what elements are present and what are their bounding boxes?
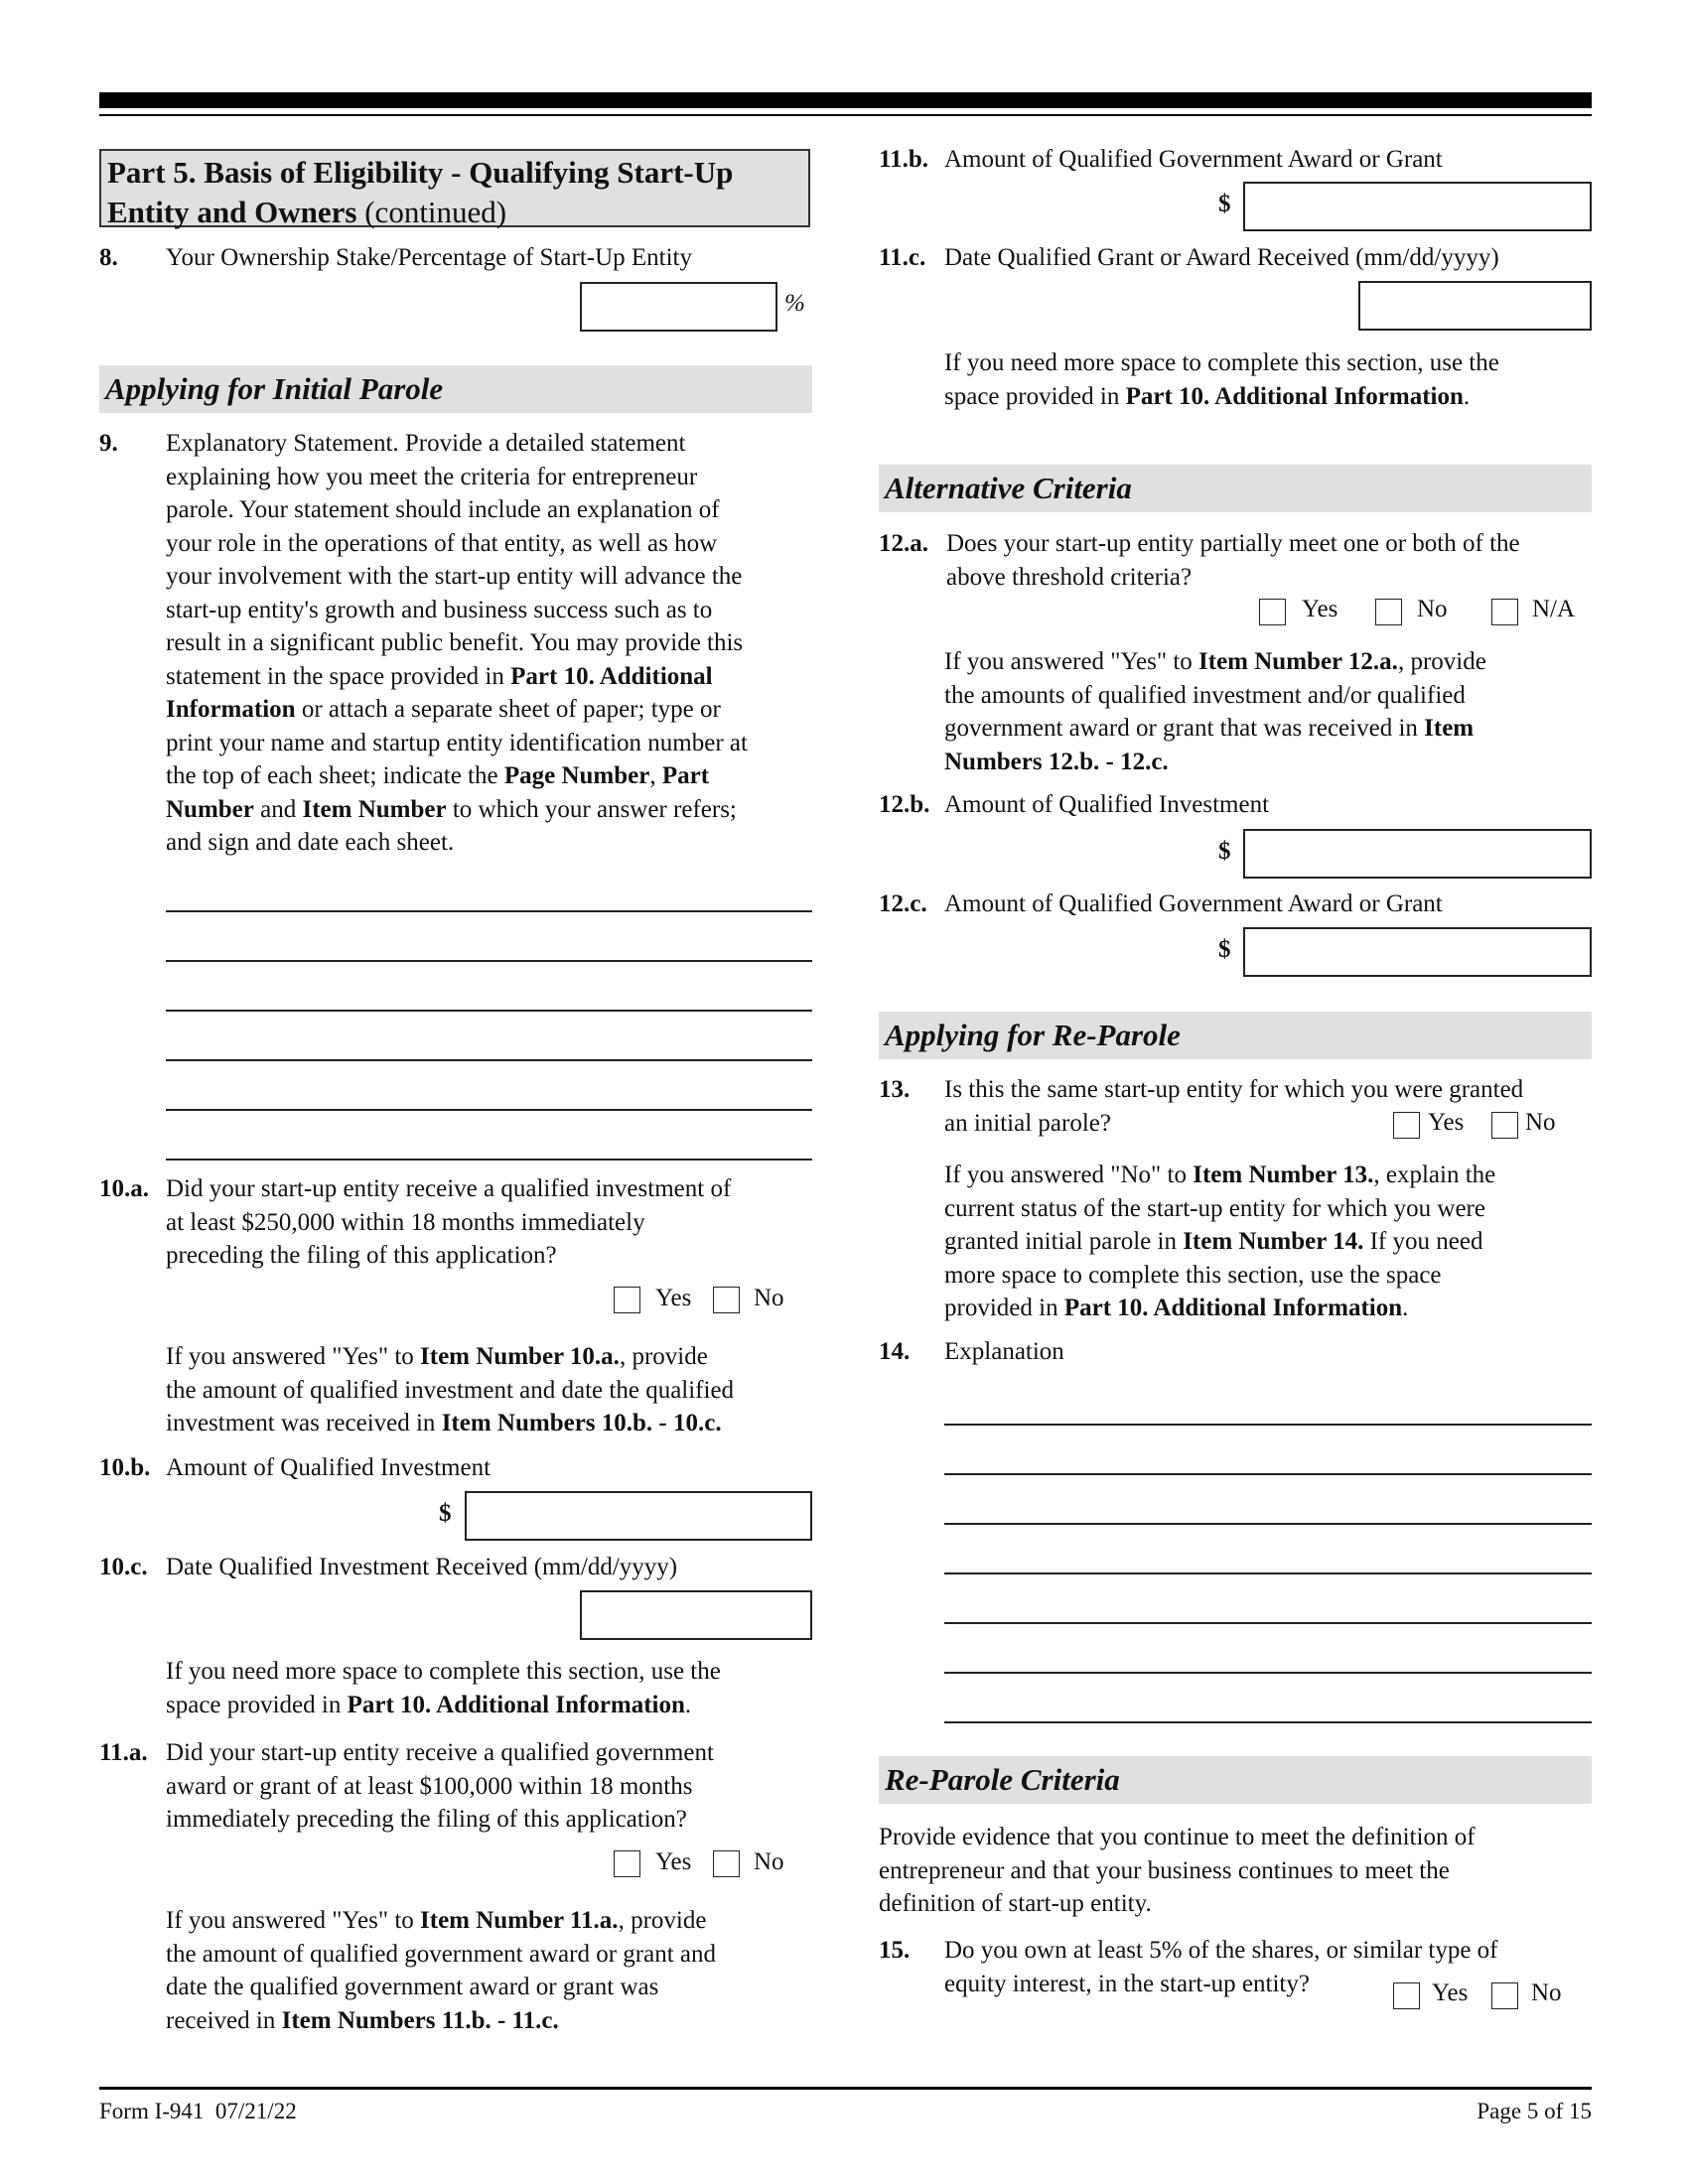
item-10b-label: Amount of Qualified Investment <box>166 1454 492 1481</box>
item-11a-question <box>166 1736 714 1837</box>
explanation-answer-line[interactable] <box>944 1672 1592 1674</box>
item-9-line: explaining how you meet the criteria for entrepreneur <box>166 463 698 490</box>
question-line: equity interest, in the start-up entity? <box>944 1970 1310 1997</box>
item-10b-number: 10.b. <box>99 1454 151 1481</box>
item-12a-na-checkbox[interactable] <box>1491 599 1518 625</box>
question-line: Is this the same start-up entity for which you were granted <box>944 1076 1524 1103</box>
instruction-line: If you answered "Yes" to Item Number 11.a., provide <box>166 1907 707 1934</box>
instruction-line: provided in Part 10. Additional Information. <box>944 1295 1409 1321</box>
section-alternative-criteria: Alternative Criteria <box>879 465 1592 512</box>
item-11c-number: 11.c. <box>879 244 926 271</box>
dollar-sign: $ <box>1218 191 1231 217</box>
section-applying-initial-parole: Applying for Initial Parole <box>99 365 812 413</box>
item-12a-question <box>946 527 1520 594</box>
item-12a-no-label: No <box>1417 596 1448 622</box>
dollar-sign: $ <box>439 1500 452 1527</box>
form-identifier: Form I-941 07/21/22 <box>99 2099 297 2123</box>
section-re-parole-criteria: Re-Parole Criteria <box>879 1756 1592 1804</box>
explanation-answer-line[interactable] <box>166 1059 812 1061</box>
question-line: immediately preceding the filing of this application? <box>166 1806 687 1833</box>
item-13-number: 13. <box>879 1076 911 1103</box>
part-title-box <box>99 149 810 227</box>
alt-government-award-input[interactable] <box>1243 927 1592 977</box>
item-15-no-label: No <box>1531 1979 1562 2006</box>
item-9-line: the top of each sheet; indicate the Page Number, Part <box>166 762 710 789</box>
alt-qualified-investment-input[interactable] <box>1243 829 1592 879</box>
ownership-percentage-input[interactable] <box>580 282 777 332</box>
footer-rule <box>99 2087 1592 2090</box>
description-line: definition of start-up entity. <box>879 1890 1152 1917</box>
instruction-line: If you answered "Yes" to Item Number 12.a., provide <box>944 648 1486 675</box>
question-line: preceding the filing of this application? <box>166 1242 557 1269</box>
instruction-line: granted initial parole in Item Number 14. If you need <box>944 1228 1483 1255</box>
item-13-no-label: No <box>1525 1109 1556 1136</box>
instruction-line: government award or grant that was received in Item <box>944 715 1475 742</box>
item-11a-yes-label: Yes <box>655 1848 692 1875</box>
qualified-investment-amount-input[interactable] <box>465 1491 812 1541</box>
item-9-instructions <box>166 427 821 860</box>
question-line: Did your start-up entity receive a qualified government <box>166 1739 714 1766</box>
explanation-answer-line[interactable] <box>944 1622 1592 1624</box>
item-9-line: your role in the operations of that entity, as well as how <box>166 529 718 557</box>
explanation-answer-line[interactable] <box>166 1109 812 1111</box>
item-10a-no-checkbox[interactable] <box>713 1287 740 1313</box>
item-10a-yes-label: Yes <box>655 1285 692 1311</box>
explanation-answer-line[interactable] <box>944 1721 1592 1723</box>
item-12b-number: 12.b. <box>879 791 930 818</box>
part-title: Part 5. Basis of Eligibility - Qualifying Start-Up Entity and Owners <box>107 155 734 229</box>
explanation-answer-line[interactable] <box>166 910 812 912</box>
item-9-number: 9. <box>99 430 118 457</box>
item-10c-label: Date Qualified Investment Received (mm/dd/yyyy) <box>166 1554 678 1580</box>
item-9-line: statement in the space provided in Part 10. Additional <box>166 662 713 690</box>
question-line: Do you own at least 5% of the shares, or similar type of <box>944 1937 1498 1964</box>
item-12a-number: 12.a. <box>879 530 928 557</box>
item-9-line: your involvement with the start-up entity will advance the <box>166 563 743 590</box>
instruction-line: the amount of qualified investment and date the qualified <box>166 1376 735 1404</box>
description-line: Provide evidence that you continue to meet the definition of <box>879 1824 1476 1850</box>
item-12a-yes-label: Yes <box>1302 596 1338 622</box>
explanation-answer-line[interactable] <box>166 1010 812 1012</box>
item-12a-yes-checkbox[interactable] <box>1259 599 1286 625</box>
award-date-input[interactable] <box>1358 281 1592 331</box>
instruction-line: the amounts of qualified investment and/or qualified <box>944 681 1466 709</box>
item-9-line: and sign and date each sheet. <box>166 829 455 856</box>
investment-date-input[interactable] <box>580 1590 812 1640</box>
instruction-line: the amount of qualified government award or grant and <box>166 1940 716 1968</box>
item-9-line: print your name and startup entity identification number at <box>166 729 748 756</box>
item-10a-yes-checkbox[interactable] <box>614 1287 640 1313</box>
item-11a-no-checkbox[interactable] <box>713 1850 740 1877</box>
header-thick-rule <box>99 92 1592 108</box>
header-thin-rule <box>99 114 1592 116</box>
item-8-number: 8. <box>99 244 118 271</box>
question-line: at least $250,000 within 18 months immediately <box>166 1208 645 1236</box>
question-line: an initial parole? <box>944 1109 1111 1137</box>
item-12a-na-label: N/A <box>1532 596 1576 622</box>
item-11a-number: 11.a. <box>99 1739 148 1766</box>
item-10-instructions <box>166 1340 734 1440</box>
description-line: entrepreneur and that your business continues to meet the <box>879 1856 1450 1884</box>
question-line: above threshold criteria? <box>946 563 1193 591</box>
item-13-yes-checkbox[interactable] <box>1393 1112 1420 1139</box>
item-14-number: 14. <box>879 1338 911 1365</box>
item-11-instructions <box>166 1904 716 2037</box>
item-15-yes-label: Yes <box>1432 1979 1469 2006</box>
instruction-line: date the qualified government award or grant was <box>166 1974 659 2000</box>
more-space-note <box>944 346 1499 413</box>
item-10a-question <box>166 1172 731 1273</box>
item-11a-no-label: No <box>754 1848 784 1875</box>
criteria-description <box>879 1821 1476 1921</box>
page-number: Page 5 of 15 <box>1477 2099 1592 2123</box>
item-15-no-checkbox[interactable] <box>1491 1982 1518 2009</box>
item-11b-label: Amount of Qualified Government Award or Grant <box>944 146 1443 173</box>
item-13-no-checkbox[interactable] <box>1491 1112 1518 1139</box>
item-14-label: Explanation <box>944 1338 1064 1365</box>
item-15-yes-checkbox[interactable] <box>1393 1982 1420 2009</box>
item-9-line: Number and Item Number to which your answer refers; <box>166 795 737 823</box>
item-15-number: 15. <box>879 1937 911 1964</box>
part-title-suffix: (continued) <box>356 195 507 229</box>
government-award-amount-input[interactable] <box>1243 182 1592 231</box>
item-12c-number: 12.c. <box>879 890 927 917</box>
item-9-line: Information or attach a separate sheet of paper; type or <box>166 696 721 723</box>
note-line: space provided in Part 10. Additional Information. <box>944 382 1471 410</box>
item-9-line: start-up entity's growth and business success such as to <box>166 596 713 623</box>
more-space-note <box>166 1655 721 1721</box>
item-8-label: Your Ownership Stake/Percentage of Start-Up Entity <box>166 244 693 271</box>
note-line: If you need more space to complete this section, use the <box>944 349 1499 376</box>
question-line: award or grant of at least $100,000 within 18 months <box>166 1772 693 1800</box>
note-line: If you need more space to complete this section, use the <box>166 1658 721 1685</box>
instruction-line: received in Item Numbers 11.b. - 11.c. <box>166 2006 559 2034</box>
instruction-line: investment was received in Item Numbers 10.b. - 10.c. <box>166 1410 722 1436</box>
item-13-yes-label: Yes <box>1428 1109 1465 1136</box>
explanation-answer-line[interactable] <box>944 1473 1592 1475</box>
note-line: space provided in Part 10. Additional Information. <box>166 1691 692 1718</box>
instruction-line: more space to complete this section, use the space <box>944 1261 1442 1289</box>
instruction-line: If you answered "Yes" to Item Number 10.a., provide <box>166 1343 708 1370</box>
item-12b-label: Amount of Qualified Investment <box>944 791 1270 818</box>
instruction-line: current status of the start-up entity for which you were <box>944 1194 1485 1222</box>
dollar-sign: $ <box>1218 838 1231 865</box>
item-11a-yes-checkbox[interactable] <box>614 1850 640 1877</box>
instruction-line: Numbers 12.b. - 12.c. <box>944 748 1169 775</box>
item-12-instructions <box>944 645 1486 778</box>
section-applying-re-parole: Applying for Re-Parole <box>879 1012 1592 1059</box>
item-10a-number: 10.a. <box>99 1175 149 1202</box>
item-13-instructions <box>944 1159 1495 1325</box>
item-9-line: Explanatory Statement. Provide a detailed statement <box>166 430 686 457</box>
item-10a-no-label: No <box>754 1285 784 1311</box>
item-10c-number: 10.c. <box>99 1554 148 1580</box>
item-12a-no-checkbox[interactable] <box>1375 599 1402 625</box>
explanation-answer-line[interactable] <box>944 1424 1592 1426</box>
item-12c-label: Amount of Qualified Government Award or Grant <box>944 890 1443 917</box>
question-line: Does your start-up entity partially meet one or both of the <box>946 530 1520 557</box>
explanation-answer-line[interactable] <box>166 960 812 962</box>
question-line: Did your start-up entity receive a qualified investment of <box>166 1175 732 1202</box>
item-9-line: parole. Your statement should include an explanation of <box>166 496 720 523</box>
explanation-answer-line[interactable] <box>944 1572 1592 1574</box>
explanation-answer-line[interactable] <box>166 1159 812 1160</box>
dollar-sign: $ <box>1218 936 1231 963</box>
instruction-line: If you answered "No" to Item Number 13., explain the <box>944 1161 1496 1188</box>
percent-unit: % <box>784 290 805 317</box>
item-11b-number: 11.b. <box>879 146 929 173</box>
item-9-line: result in a significant public benefit. You may provide this <box>166 629 744 656</box>
item-11c-label: Date Qualified Grant or Award Received (mm/dd/yyyy) <box>944 244 1499 271</box>
explanation-answer-line[interactable] <box>944 1523 1592 1525</box>
